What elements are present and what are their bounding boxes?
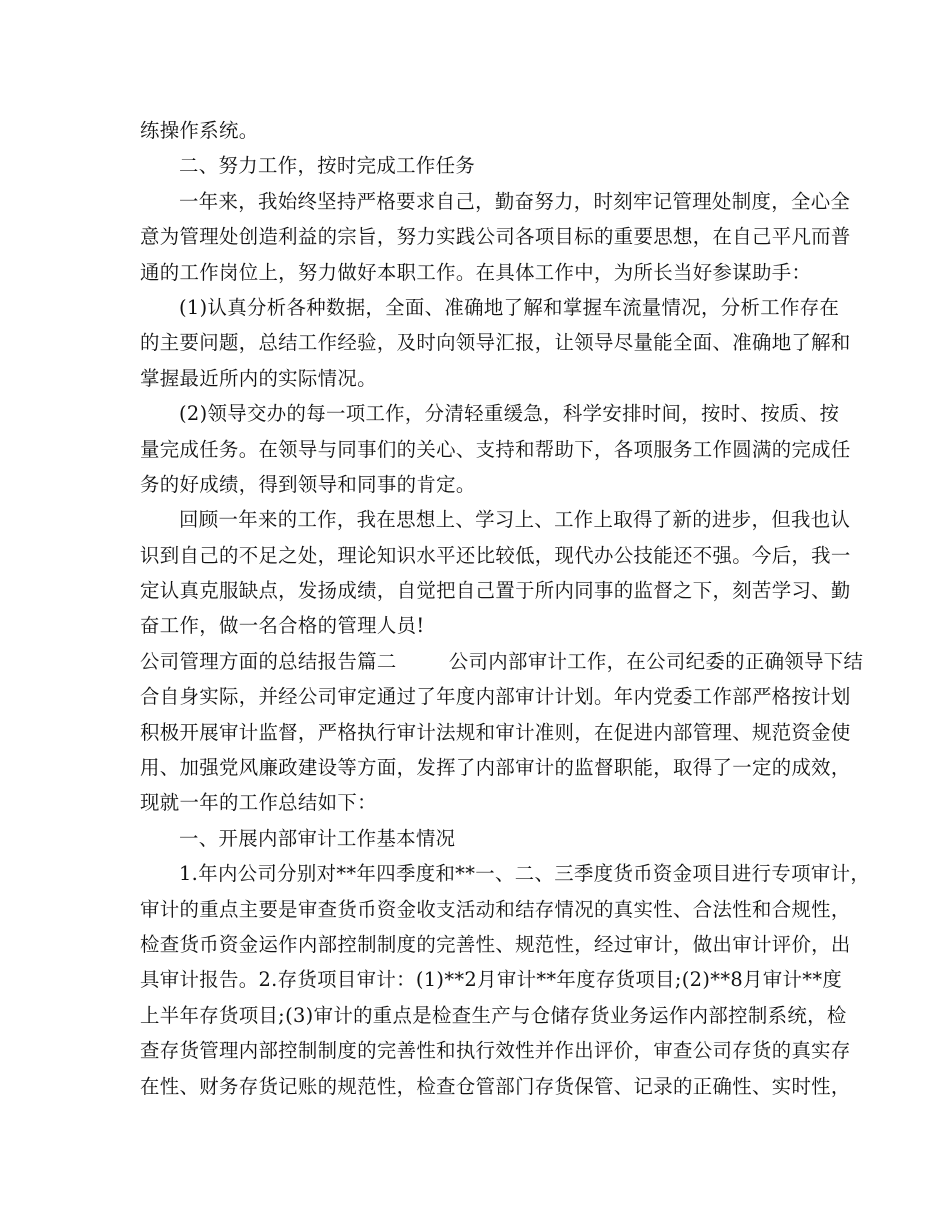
text-line: 现就一年的工作总结如下：	[140, 791, 377, 815]
text-line: 积极开展审计监督，严格执行审计法规和审计准则，在促进内部管理、规范资金使	[140, 720, 851, 744]
section-heading: 一、开展内部审计工作基本情况	[179, 826, 456, 850]
text-line: 的主要问题，总结工作经验，及时向领导汇报，让领导尽量能全面、准确地了解和	[140, 331, 851, 355]
text-line: 掌握最近所内的实际情况。	[140, 366, 377, 390]
text-line: 识到自己的不足之处，理论知识水平还比较低，现代办公技能还不强。今后，我一	[140, 543, 851, 567]
text-line: 用、加强党风廉政建设等方面，发挥了内部审计的监督职能，取得了一定的成效，	[140, 756, 851, 780]
report-title-line: 公司管理方面的总结报告篇二 公司内部审计工作，在公司纪委的正确领导下结	[140, 649, 864, 673]
text-line: 检查货币资金运作内部控制制度的完善性、规范性，经过审计，做出审计评价，出	[140, 932, 851, 956]
text-line: (1)认真分析各种数据，全面、准确地了解和掌握车流量情况，分析工作存在	[179, 295, 840, 319]
text-line: 具审计报告。2.存货项目审计：(1)**2月审计**年度存货项目;(2)**8月审计**度	[140, 968, 843, 992]
text-line: 上半年存货项目;(3)审计的重点是检查生产与仓储存货业务运作内部控制系统，检	[140, 1003, 847, 1027]
text-line: 务的好成绩，得到领导和同事的肯定。	[140, 472, 476, 496]
text-line: 1.年内公司分别对**年四季度和**一、二、三季度货币资金项目进行专项审计，	[179, 862, 871, 886]
text-line: 定认真克服缺点，发扬成绩，自觉把自己置于所内同事的监督之下，刻苦学习、勤	[140, 579, 851, 603]
text-line: 合自身实际，并经公司审定通过了年度内部审计计划。年内党委工作部严格按计划	[140, 685, 851, 709]
document-body	[140, 113, 871, 1104]
text-line: (2)领导交办的每一项工作，分清轻重缓急，科学安排时间，按时、按质、按	[179, 402, 840, 426]
text-line: 回顾一年来的工作，我在思想上、学习上、工作上取得了新的进步，但我也认	[179, 508, 851, 532]
text-line: 在性、财务存货记账的规范性，检查仓管部门存货保管、记录的正确性、实时性，	[140, 1074, 851, 1098]
text-line: 意为管理处创造利益的宗旨，努力实践公司各项目标的重要思想，在自己平凡而普	[140, 225, 851, 249]
text-line: 练操作系统。	[140, 119, 259, 142]
text-line: 一年来，我始终坚持严格要求自己，勤奋努力，时刻牢记管理处制度，全心全	[179, 189, 851, 213]
section-heading: 二、努力工作，按时完成工作任务	[179, 154, 476, 178]
text-line: 奋工作，做一名合格的管理人员!	[140, 614, 425, 638]
text-line: 量完成任务。在领导与同事们的关心、支持和帮助下，各项服务工作圆满的完成任	[140, 437, 851, 461]
text-line: 审计的重点主要是审查货币资金收支活动和结存情况的真实性、合法性和合规性，	[140, 897, 851, 921]
text-line: 通的工作岗位上，努力做好本职工作。在具体工作中，为所长当好参谋助手：	[140, 260, 812, 284]
text-line: 查存货管理内部控制制度的完善性和执行效性并作出评价，审查公司存货的真实存	[140, 1039, 851, 1063]
